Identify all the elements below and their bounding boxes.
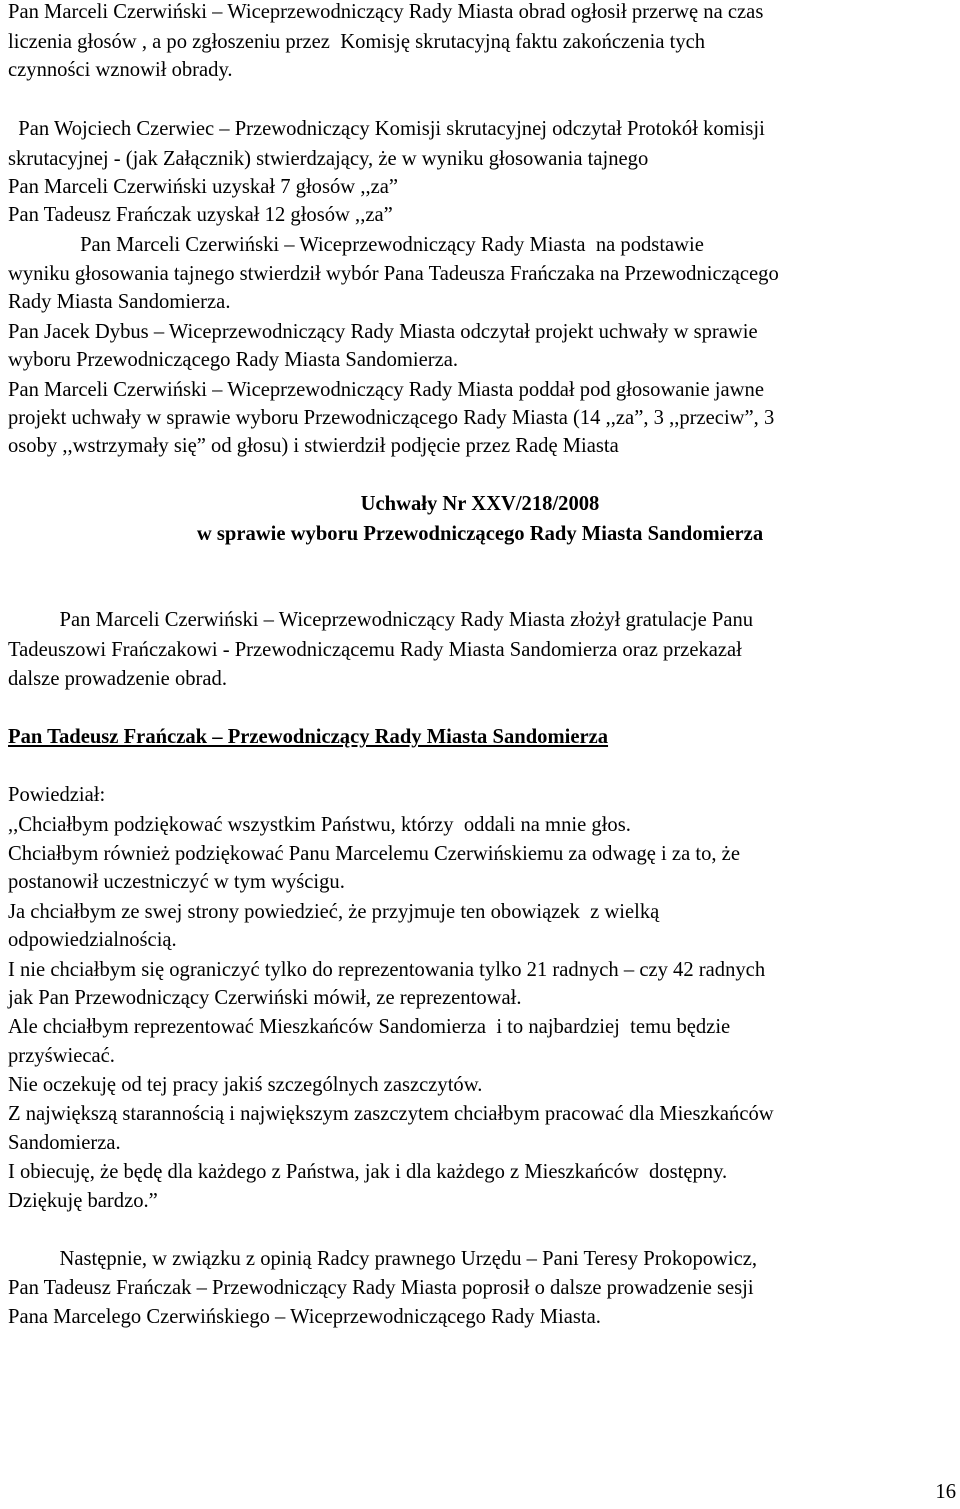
page-number: 16 [935, 1481, 956, 1503]
p6-line-1: Następnie, w związku z opinią Radcy prawnego Urzędu – Pani Teresy Prokopowicz, [8, 1248, 758, 1270]
speech-line-3: postanowił uczestniczyć w tym wyścigu. [8, 871, 345, 893]
speech-intro: Powiedział: [8, 784, 106, 806]
speech-line-11: Z największą starannością i największym zaszczytem chciałbym pracować dla Mieszkańców [8, 1103, 774, 1125]
p2-line-1: Pan Wojciech Czerwiec – Przewodniczący Komisji skrutacyjnej odczytał Protokół komisji [8, 118, 765, 140]
p1-line-3: czynności wznowił obrady. [8, 59, 233, 81]
p6-line-3: Pana Marcelego Czerwińskiego – Wiceprzewodniczącego Rady Miasta. [8, 1306, 601, 1328]
p4-line-3: osoby ,,wstrzymały się” od głosu) i stwierdził podjęcie przez Radę Miasta [8, 435, 619, 457]
p6-line-2: Pan Tadeusz Frańczak – Przewodniczący Rady Miasta poprosił o dalsze prowadzenie sesji [8, 1277, 754, 1299]
speech-line-10: Nie oczekuję od tej pracy jakiś szczególnych zaszczytów. [8, 1074, 483, 1096]
speech-line-6: I nie chciałbym się ograniczyć tylko do reprezentowania tylko 21 radnych – czy 42 radnych [8, 959, 766, 981]
p1-line-2: liczenia głosów , a po zgłoszeniu przez Komisję skrutacyjną faktu zakończenia tych [8, 31, 706, 53]
speech-line-2: Chciałbym również podziękować Panu Marcelemu Czerwińskiemu za odwagę i za to, że [8, 843, 740, 865]
p2-line-5: Pan Marceli Czerwiński – Wiceprzewodniczący Rady Miasta na podstawie [8, 234, 704, 256]
p2-line-6: wyniku głosowania tajnego stwierdził wybór Pana Tadeusza Frańczaka na Przewodniczącego [8, 263, 779, 285]
speech-line-14: Dziękuję bardzo.” [8, 1190, 158, 1212]
speech-line-4: Ja chciałbym ze swej strony powiedzieć, że przyjmuje ten obowiązek z wielką [8, 901, 660, 923]
p5-line-2: Tadeuszowi Frańczakowi - Przewodniczącemu Rady Miasta Sandomierza oraz przekazał [8, 639, 742, 661]
p2-line-2: skrutacyjnej - (jak Załącznik) stwierdzający, że w wyniku głosowania tajnego [8, 148, 649, 170]
speech-line-7: jak Pan Przewodniczący Czerwiński mówił, ze reprezentował. [8, 987, 522, 1009]
speech-line-8: Ale chciałbym reprezentować Mieszkańców Sandomierza i to najbardziej temu będzie [8, 1016, 731, 1038]
resolution-number: Uchwały Nr XXV/218/2008 [360, 493, 600, 515]
speech-line-13: I obiecuję, że będę dla każdego z Państwa, jak i dla każdego z Mieszkańców dostępny. [8, 1161, 728, 1183]
p5-line-3: dalsze prowadzenie obrad. [8, 668, 227, 690]
p2-line-7: Rady Miasta Sandomierza. [8, 291, 231, 313]
p3-line-2: wyboru Przewodniczącego Rady Miasta Sandomierza. [8, 349, 459, 371]
p4-line-2: projekt uchwały w sprawie wyboru Przewodniczącego Rady Miasta (14 ,,za”, 3 ,,przeciw”, 3 [8, 407, 775, 429]
p3-line-1: Pan Jacek Dybus – Wiceprzewodniczący Rady Miasta odczytał projekt uchwały w sprawie [8, 321, 758, 343]
p2-line-3: Pan Marceli Czerwiński uzyskał 7 głosów ,,za” [8, 176, 399, 198]
speaker-heading: Pan Tadeusz Frańczak – Przewodniczący Rady Miasta Sandomierza [8, 726, 609, 748]
p4-line-1: Pan Marceli Czerwiński – Wiceprzewodniczący Rady Miasta poddał pod głosowanie jawne [8, 379, 764, 401]
resolution-title: w sprawie wyboru Przewodniczącego Rady Miasta Sandomierza [196, 523, 764, 545]
p2-line-4: Pan Tadeusz Frańczak uzyskał 12 głosów ,,za” [8, 204, 393, 226]
speech-line-5: odpowiedzialnością. [8, 929, 177, 951]
speech-line-12: Sandomierza. [8, 1132, 121, 1154]
p5-line-1: Pan Marceli Czerwiński – Wiceprzewodniczący Rady Miasta złożył gratulacje Panu [8, 609, 754, 631]
speech-line-9: przyświecać. [8, 1045, 115, 1067]
speech-line-1: ,,Chciałbym podziękować wszystkim Państwu, którzy oddali na mnie głos. [8, 814, 631, 836]
p1-line-1: Pan Marceli Czerwiński – Wiceprzewodniczący Rady Miasta obrad ogłosił przerwę na czas [8, 1, 764, 23]
